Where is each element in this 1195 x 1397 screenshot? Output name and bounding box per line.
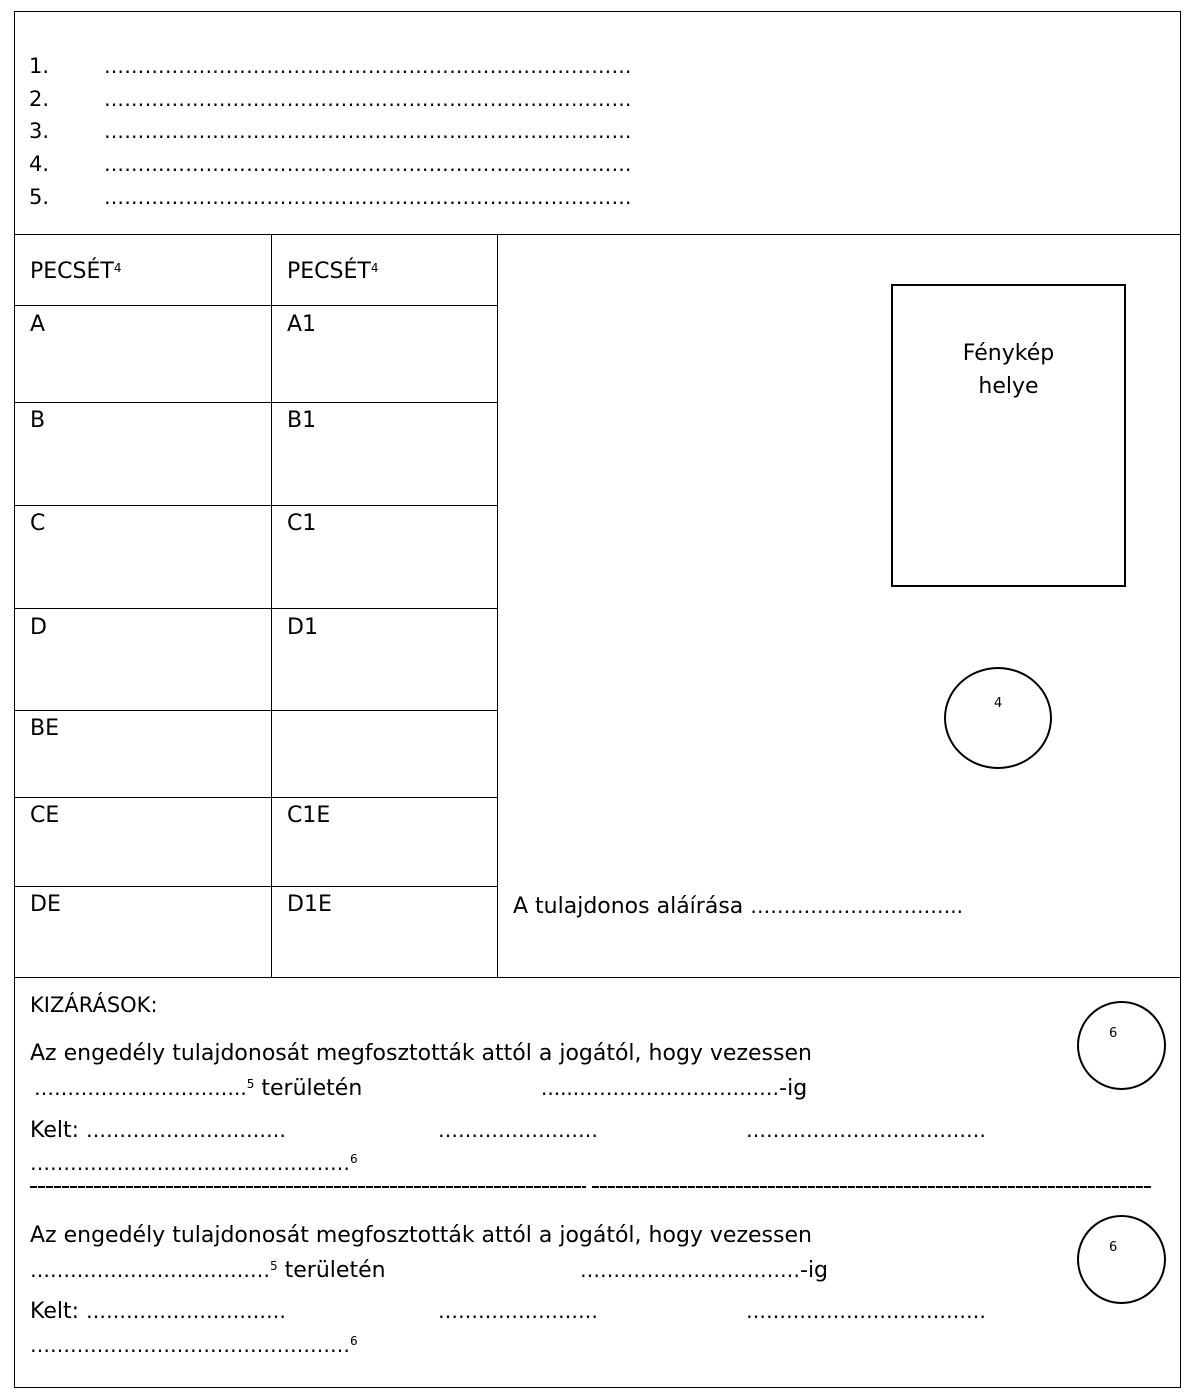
category-cell: A xyxy=(30,312,46,337)
header-label: PECSÉT xyxy=(30,259,114,284)
kelt-dots: ……………………………… xyxy=(746,1118,986,1142)
kelt-dots: …………………… xyxy=(438,1118,598,1142)
category-cell: BE xyxy=(30,716,59,741)
exclusion-until-line xyxy=(541,1075,807,1102)
footnote-marker: 4 xyxy=(370,261,379,275)
category-cell: C xyxy=(30,511,46,536)
dashed-separator xyxy=(30,1186,1152,1188)
section-divider xyxy=(14,234,1181,235)
area-dots: ……………………………… xyxy=(30,1258,270,1282)
kelt-dots: ………………………… xyxy=(86,1118,287,1142)
dotted-line: …………………………………………………………………… xyxy=(104,87,632,111)
header-label: PECSÉT xyxy=(287,259,371,284)
sign-dots: ………………………………………… xyxy=(30,1333,350,1357)
signature-dots: ………………………….. xyxy=(750,894,963,918)
category-cell: C1E xyxy=(287,803,331,828)
kelt-line xyxy=(30,1117,286,1144)
exclusion-sentence: Az engedély tulajdonosát megfosztották attól a jogától, hogy vezessen xyxy=(30,1223,812,1248)
dotted-line: …………………………………………………………………… xyxy=(104,54,632,78)
kelt-label: Kelt: xyxy=(30,1118,80,1143)
dotted-line: …………………………………………………………………… xyxy=(104,152,632,176)
table-row-divider xyxy=(14,797,497,798)
line-number: 1. xyxy=(29,54,50,78)
photo-placeholder xyxy=(891,284,1126,587)
dotted-line: …………………………………………………………………… xyxy=(104,119,632,143)
area-dots: ………………………….. xyxy=(34,1076,247,1100)
category-cell: DE xyxy=(30,892,61,917)
signature-label: A tulajdonos aláírása xyxy=(513,894,744,919)
exclusion-area-line xyxy=(30,1257,386,1284)
circle-label: 6 xyxy=(1109,1026,1118,1041)
until-dots: …………………………… xyxy=(580,1258,800,1282)
photo-label: helye xyxy=(978,374,1039,399)
dotted-line: …………………………………………………………………… xyxy=(104,185,632,209)
circle-label: 6 xyxy=(1109,1240,1118,1255)
footnote-marker: 5 xyxy=(270,1259,278,1273)
table-row-divider xyxy=(14,710,497,711)
exclusion-stamp-circle xyxy=(1077,1001,1166,1090)
footnote-marker: 6 xyxy=(350,1152,358,1166)
signature-line xyxy=(30,1150,358,1177)
dash-segment xyxy=(592,1186,1152,1188)
table-row-divider xyxy=(14,305,497,306)
table-header-stamp xyxy=(30,259,121,285)
category-cell: B1 xyxy=(287,408,317,433)
exclusion-stamp-circle xyxy=(1077,1215,1166,1304)
until-label: -ig xyxy=(800,1258,829,1283)
line-number: 2. xyxy=(29,87,50,111)
table-row-divider xyxy=(14,886,497,887)
table-row-divider xyxy=(14,505,497,506)
line-number: 5. xyxy=(29,185,50,209)
until-dots: ......………………………… xyxy=(541,1076,780,1100)
area-label: területén xyxy=(261,1076,363,1101)
owner-signature xyxy=(513,893,963,920)
section-divider xyxy=(14,977,1181,978)
category-cell: D xyxy=(30,615,47,640)
exclusion-sentence: Az engedély tulajdonosát megfosztották attól a jogától, hogy vezessen xyxy=(30,1041,812,1066)
table-column-divider xyxy=(271,234,272,977)
table-row-divider xyxy=(14,402,497,403)
footnote-marker: 6 xyxy=(350,1334,358,1348)
category-cell: C1 xyxy=(287,511,317,536)
table-column-divider xyxy=(497,234,498,977)
line-number: 4. xyxy=(29,152,50,176)
footnote-marker: 4 xyxy=(113,261,122,275)
table-row-divider xyxy=(14,608,497,609)
exclusion-area-line xyxy=(34,1075,362,1102)
signature-line xyxy=(30,1332,358,1359)
exclusions-title: KIZÁRÁSOK: xyxy=(30,993,158,1017)
stamp-circle xyxy=(944,667,1052,769)
kelt-line xyxy=(30,1298,286,1325)
category-cell: A1 xyxy=(287,312,317,337)
category-cell: B xyxy=(30,408,46,433)
photo-label: Fénykép xyxy=(962,341,1055,366)
kelt-dots: ……………………………… xyxy=(746,1299,986,1323)
until-label: -ig xyxy=(779,1076,808,1101)
kelt-dots: ………………………… xyxy=(86,1299,287,1323)
kelt-label: Kelt: xyxy=(30,1299,80,1324)
category-cell: D1E xyxy=(287,892,332,917)
category-cell: CE xyxy=(30,803,60,828)
line-number: 3. xyxy=(29,119,50,143)
category-cell: D1 xyxy=(287,615,318,640)
sign-dots: ………………………………………… xyxy=(30,1151,350,1175)
table-header-stamp xyxy=(287,259,378,285)
exclusion-until-line xyxy=(580,1257,828,1284)
kelt-dots: …………………… xyxy=(438,1299,598,1323)
area-label: területén xyxy=(284,1258,386,1283)
footnote-marker: 5 xyxy=(246,1077,255,1091)
stamp-circle-label: 4 xyxy=(994,696,1003,711)
dash-segment xyxy=(30,1186,586,1188)
